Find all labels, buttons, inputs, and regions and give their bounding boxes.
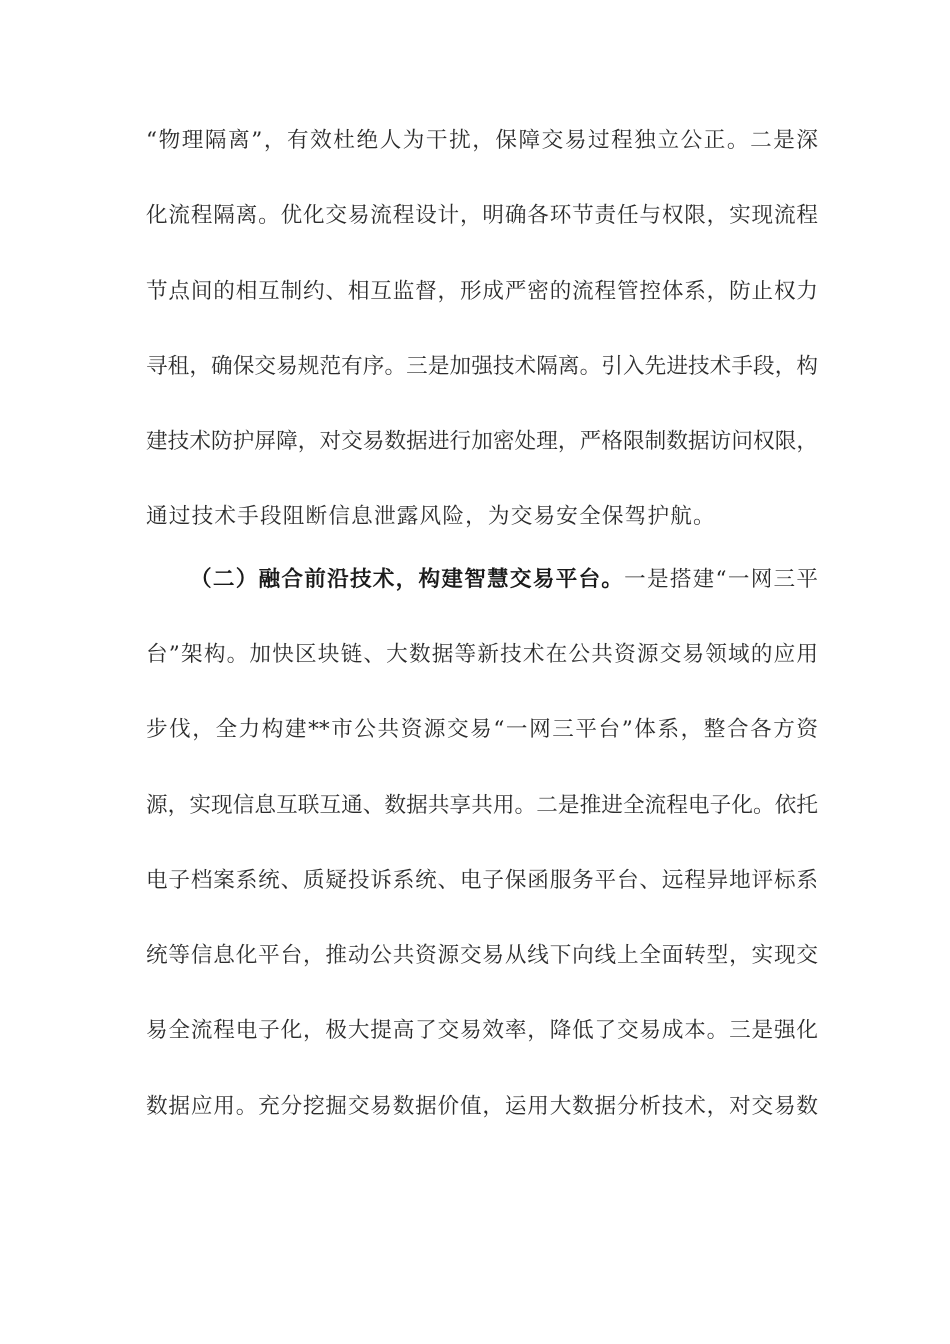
paragraph-2-line-6: 统等信息化平台，推动公共资源交易从线下向线上全面转型，实现交 — [146, 943, 818, 968]
paragraph-2-line-7: 易全流程电子化，极大提高了交易效率，降低了交易成本。三是强化 — [146, 1018, 818, 1043]
paragraph-1-line-4: 寻租，确保交易规范有序。三是加强技术隔离。引入先进技术手段，构 — [146, 354, 818, 379]
paragraph-2-line-2: 台”架构。加快区块链、大数据等新技术在公共资源交易领域的应用 — [146, 642, 818, 667]
paragraph-1-line-3: 节点间的相互制约、相互监督，形成严密的流程管控体系，防止权力 — [146, 279, 818, 304]
paragraph-1-line-6: 通过技术手段阻断信息泄露风险，为交易安全保驾护航。 — [146, 504, 716, 529]
paragraph-1-line-1: “物理隔离”，有效杜绝人为干扰，保障交易过程独立公正。二是深 — [146, 128, 818, 153]
paragraph-2-line-5: 电子档案系统、质疑投诉系统、电子保函服务平台、远程异地评标系 — [146, 868, 818, 893]
paragraph-1-line-5: 建技术防护屏障，对交易数据进行加密处理，严格限制数据访问权限， — [146, 429, 818, 454]
paragraph-2-line-1 — [190, 560, 818, 600]
paragraph-2-line-4: 源，实现信息互联互通、数据共享共用。二是推进全流程电子化。依托 — [146, 793, 818, 818]
paragraph-2-line-1-text: 一是搭建“一网三平 — [624, 567, 818, 592]
paragraph-2-line-3: 步伐，全力构建**市公共资源交易“一网三平台”体系，整合各方资 — [146, 717, 818, 742]
paragraph-2-line-8: 数据应用。充分挖掘交易数据价值，运用大数据分析技术，对交易数 — [146, 1094, 818, 1119]
section-heading: （二）融合前沿技术，构建智慧交易平台。 — [190, 567, 625, 592]
paragraph-1-line-2: 化流程隔离。优化交易流程设计，明确各环节责任与权限，实现流程 — [146, 203, 818, 228]
